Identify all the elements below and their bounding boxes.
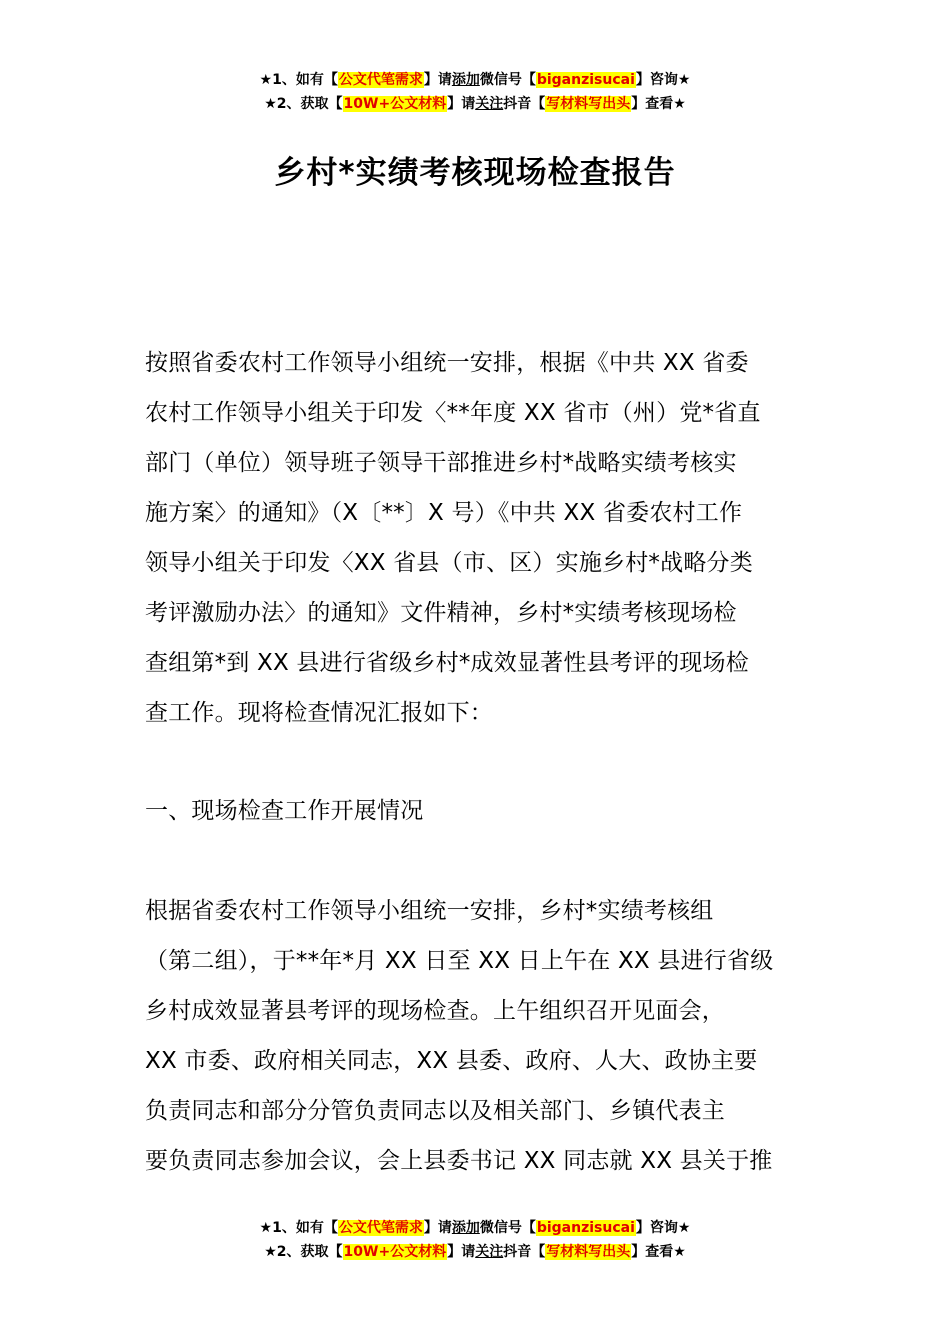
banner-highlight: 10W+公文材料: [343, 1244, 447, 1260]
text-line: 负责同志和部分分管负责同志以及相关部门、乡镇代表主: [145, 1098, 725, 1124]
banner-text: 】请: [423, 1220, 452, 1236]
banner-text: 】咨询★: [635, 72, 691, 88]
banner-text: 】查看★: [631, 96, 686, 112]
page-title: 乡村*实绩考核现场检查报告: [274, 155, 676, 191]
text-line: 施方案〉的通知》（X〔**〕X 号）《中共 XX 省委农村工作: [145, 500, 743, 526]
banner-text: 2、获取【: [276, 1244, 343, 1260]
banner-highlight: 公文代笔需求: [338, 72, 423, 88]
text-line: XX 市委、政府相关同志，XX 县委、政府、人大、政协主要: [145, 1048, 758, 1074]
banner-line-2: [0, 92, 950, 116]
text-line: 要负责同志参加会议，会上县委书记 XX 同志就 XX 县关于推: [145, 1148, 773, 1174]
banner-highlight: 公文代笔需求: [338, 1220, 423, 1236]
text-line: 考评激励办法〉的通知》文件精神，乡村*实绩考核现场检: [145, 600, 737, 626]
text-line: 乡村成效显著县考评的现场检查。上午组织召开见面会，: [145, 998, 725, 1024]
text-line: 查组第*到 XX 县进行省级乡村*成效显著性县考评的现场检: [145, 650, 749, 676]
banner-underlined: 关注: [475, 96, 504, 112]
section-heading: 一、现场检查工作开展情况: [145, 798, 424, 824]
text-line: 部门（单位）领导班子领导干部推进乡村*战略实绩考核实: [145, 450, 737, 476]
text-line: 查工作。现将检查情况汇报如下：: [145, 700, 493, 726]
banner-text: 1、如有【: [272, 72, 338, 88]
star-icon: ★: [259, 1220, 273, 1236]
star-icon: ★: [259, 72, 273, 88]
text-line: （第二组），于**年*月 XX 日至 XX 日上午在 XX 县进行省级: [145, 948, 774, 974]
star-icon: ★: [264, 96, 277, 112]
banner-line-1: [0, 68, 950, 92]
banner-highlight-douyin: 写材料写出头: [546, 1244, 631, 1260]
banner-underlined: 关注: [475, 1244, 504, 1260]
banner-text: 1、如有【: [272, 1220, 338, 1236]
banner-text: 】请: [447, 96, 476, 112]
paragraph-intro: [145, 338, 815, 738]
text-line: 农村工作领导小组关于印发〈**年度 XX 省市（州）党*省直: [145, 400, 761, 426]
banner-text: 微信号【: [479, 1220, 536, 1236]
banner-text: 】请: [447, 1244, 476, 1260]
text-line: 根据省委农村工作领导小组统一安排，乡村*实绩考核组: [145, 898, 714, 924]
text-line: 领导小组关于印发〈XX 省县（市、区）实施乡村*战略分类: [145, 550, 753, 576]
banner-underlined: 添加: [451, 1220, 480, 1236]
banner-text: 2、获取【: [276, 96, 343, 112]
banner-text: 抖音【: [503, 96, 546, 112]
banner-highlight-wechat: biganzisucai: [536, 1220, 635, 1236]
banner-text: 】咨询★: [635, 1220, 691, 1236]
banner-highlight: 10W+公文材料: [343, 96, 447, 112]
banner-text: 】请: [423, 72, 452, 88]
star-icon: ★: [264, 1244, 277, 1260]
text-line: 按照省委农村工作领导小组统一安排，根据《中共 XX 省委: [145, 350, 749, 376]
banner-line-1: [0, 1216, 950, 1240]
header-banner: [0, 68, 950, 116]
paragraph-section-1: [145, 886, 815, 1186]
banner-text: 】查看★: [631, 1244, 686, 1260]
banner-highlight-douyin: 写材料写出头: [546, 96, 631, 112]
banner-text: 微信号【: [479, 72, 536, 88]
banner-line-2: [0, 1240, 950, 1264]
banner-underlined: 添加: [451, 72, 480, 88]
banner-highlight-wechat: biganzisucai: [536, 72, 635, 88]
banner-text: 抖音【: [503, 1244, 546, 1260]
footer-banner: [0, 1216, 950, 1264]
